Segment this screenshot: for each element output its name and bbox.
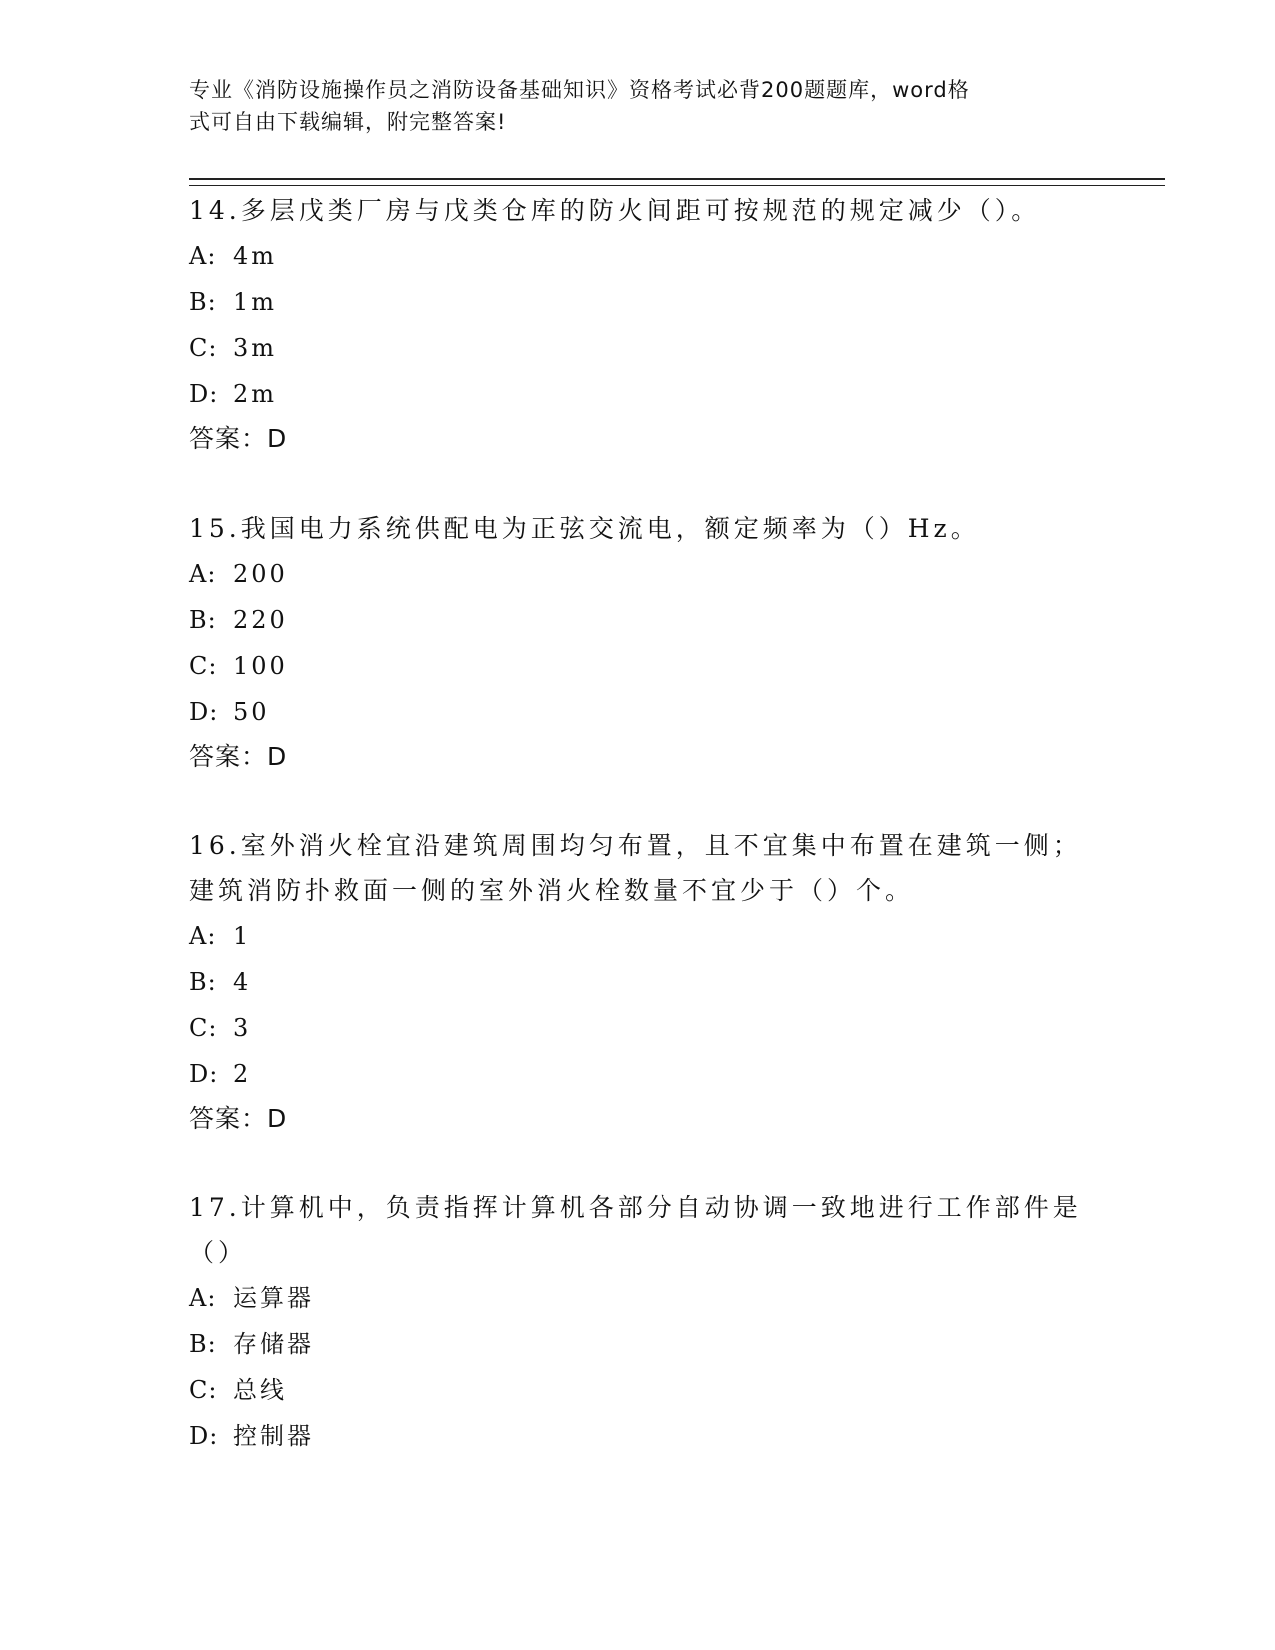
option-label: B: bbox=[189, 1330, 217, 1358]
option-text: 100 bbox=[233, 652, 288, 680]
option-text: 4m bbox=[233, 242, 278, 270]
option-text: 3m bbox=[233, 334, 278, 362]
answer-line: 答案：D bbox=[189, 1104, 288, 1133]
option-text: 总线 bbox=[233, 1376, 287, 1404]
option-a bbox=[189, 913, 1089, 959]
option-c bbox=[189, 1367, 1089, 1413]
option-text: 3 bbox=[233, 1014, 252, 1042]
option-d bbox=[189, 371, 1089, 417]
answer-line: 答案：D bbox=[189, 742, 288, 771]
option-b bbox=[189, 279, 1089, 325]
option-label: A: bbox=[189, 560, 217, 588]
option-label: D: bbox=[189, 380, 219, 408]
option-label: C: bbox=[189, 652, 218, 680]
option-b bbox=[189, 597, 1089, 643]
option-label: C: bbox=[189, 1014, 218, 1042]
option-d bbox=[189, 689, 1089, 735]
option-label: A: bbox=[189, 1284, 217, 1312]
option-text: 4 bbox=[233, 968, 252, 996]
option-text: 存储器 bbox=[233, 1330, 314, 1358]
option-label: B: bbox=[189, 968, 217, 996]
option-text: 50 bbox=[233, 698, 270, 726]
option-label: D: bbox=[189, 1422, 219, 1450]
option-text: 200 bbox=[233, 560, 288, 588]
option-label: D: bbox=[189, 698, 219, 726]
question-15 bbox=[189, 506, 1089, 779]
option-label: A: bbox=[189, 922, 217, 950]
question-stem: 17.计算机中，负责指挥计算机各部分自动协调一致地进行工作部件是（） bbox=[189, 1193, 1082, 1267]
header-divider-thick bbox=[189, 178, 1165, 180]
document-header bbox=[189, 74, 1069, 138]
option-c bbox=[189, 1005, 1089, 1051]
option-label: B: bbox=[189, 288, 217, 316]
question-stem: 15.我国电力系统供配电为正弦交流电，额定频率为（）Hz。 bbox=[189, 514, 980, 543]
header-line-1: 专业《消防设施操作员之消防设备基础知识》资格考试必背200题题库，word格 bbox=[189, 78, 970, 102]
option-a bbox=[189, 551, 1089, 597]
option-c bbox=[189, 643, 1089, 689]
question-stem: 16.室外消火栓宜沿建筑周围均匀布置，且不宜集中布置在建筑一侧；建筑消防扑救面一侧的室外消火栓数量不宜少于（）个。 bbox=[189, 831, 1082, 905]
option-text: 控制器 bbox=[233, 1422, 314, 1450]
option-label: B: bbox=[189, 606, 217, 634]
option-text: 1m bbox=[233, 288, 278, 316]
header-divider-thin bbox=[189, 185, 1165, 186]
answer-line: 答案：D bbox=[189, 424, 288, 453]
option-d bbox=[189, 1413, 1089, 1459]
option-label: C: bbox=[189, 334, 218, 362]
option-label: C: bbox=[189, 1376, 218, 1404]
option-a bbox=[189, 233, 1089, 279]
question-14 bbox=[189, 188, 1089, 461]
option-text: 运算器 bbox=[233, 1284, 314, 1312]
option-b bbox=[189, 959, 1089, 1005]
header-line-2: 式可自由下载编辑，附完整答案! bbox=[189, 110, 507, 134]
option-text: 1 bbox=[233, 922, 252, 950]
question-17 bbox=[189, 1185, 1089, 1459]
option-text: 220 bbox=[233, 606, 288, 634]
option-text: 2 bbox=[233, 1060, 252, 1088]
option-c bbox=[189, 325, 1089, 371]
question-16 bbox=[189, 823, 1089, 1141]
option-a bbox=[189, 1275, 1089, 1321]
option-text: 2m bbox=[233, 380, 278, 408]
option-d bbox=[189, 1051, 1089, 1097]
option-label: D: bbox=[189, 1060, 219, 1088]
option-b bbox=[189, 1321, 1089, 1367]
question-stem: 14.多层戊类厂房与戊类仓库的防火间距可按规范的规定减少（）。 bbox=[189, 196, 1041, 225]
option-label: A: bbox=[189, 242, 217, 270]
